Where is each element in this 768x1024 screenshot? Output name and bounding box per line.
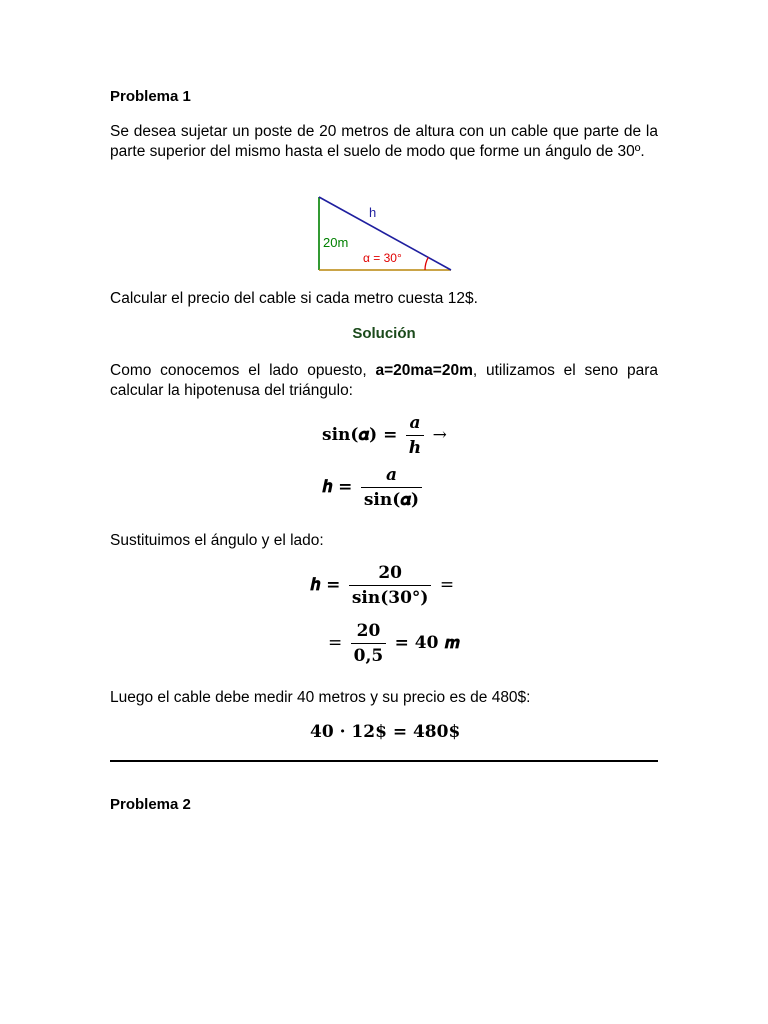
eq1-numerator: 𝒂 [406, 413, 424, 436]
equation-substitution [310, 563, 454, 608]
eq4-denominator: 0,5 [353, 646, 384, 666]
eq3-fraction [349, 563, 432, 608]
substitute-text: Sustituimos el ángulo y el lado: [110, 532, 324, 549]
eq2-numerator: 𝒂 [361, 465, 422, 488]
eq4-numerator: 20 [351, 621, 387, 644]
eq3-rhs: = [439, 575, 455, 595]
problem-2-heading: Problema 2 [110, 796, 191, 813]
conclusion-text: Luego el cable debe medir 40 metros y su precio es de 480$: [110, 689, 531, 706]
equation-hypotenuse [322, 465, 425, 510]
eq1-fraction [406, 413, 424, 458]
eq3-numerator: 20 [349, 563, 432, 586]
eq1-lhs: sin(𝜶) = [322, 425, 398, 445]
problem-1-heading: Problema 1 [110, 88, 191, 105]
equation-sine [322, 413, 447, 458]
angle-arc [425, 257, 428, 270]
equation-price: 40 · 12$ = 480$ [310, 722, 461, 742]
eq3-denominator: sin(30°) [351, 588, 429, 608]
hypotenuse-label: h [369, 205, 377, 220]
eq2-fraction [361, 465, 422, 510]
eq4-rhs: = 40 𝒎 [394, 633, 460, 653]
eq4-lhs: = [328, 633, 343, 653]
section-divider [110, 760, 658, 762]
eq2-lhs: 𝒉 = [322, 477, 353, 497]
eq2-denominator: sin(𝜶) [363, 490, 420, 510]
eq4-fraction [351, 621, 387, 666]
problem-1-statement: Se desea sujetar un poste de 20 metros de altura con un cable que parte de la parte superior del mismo hasta el suelo de modo que forme un ángulo de 30º. [110, 123, 658, 160]
eq1-denominator: 𝒉 [408, 438, 422, 458]
eq3-lhs: 𝒉 = [310, 575, 341, 595]
solution-intro-text-b: , utilizamos el seno para calcular la hipotenusa del triángulo: [110, 362, 658, 399]
solution-intro [110, 361, 658, 400]
problem-1-question: Calcular el precio del cable si cada metro cuesta 12$. [110, 290, 478, 307]
equation-result [328, 621, 460, 666]
side-label: 20m [323, 235, 349, 250]
solution-intro-text-a: Como conocemos el lado opuesto, [110, 362, 376, 379]
eq1-arrow: → [432, 425, 447, 445]
angle-label: α = 30° [363, 251, 402, 265]
solution-title: Solución [352, 325, 416, 342]
triangle-figure [312, 192, 458, 276]
solution-intro-bold: a=20ma=20m [375, 362, 473, 379]
